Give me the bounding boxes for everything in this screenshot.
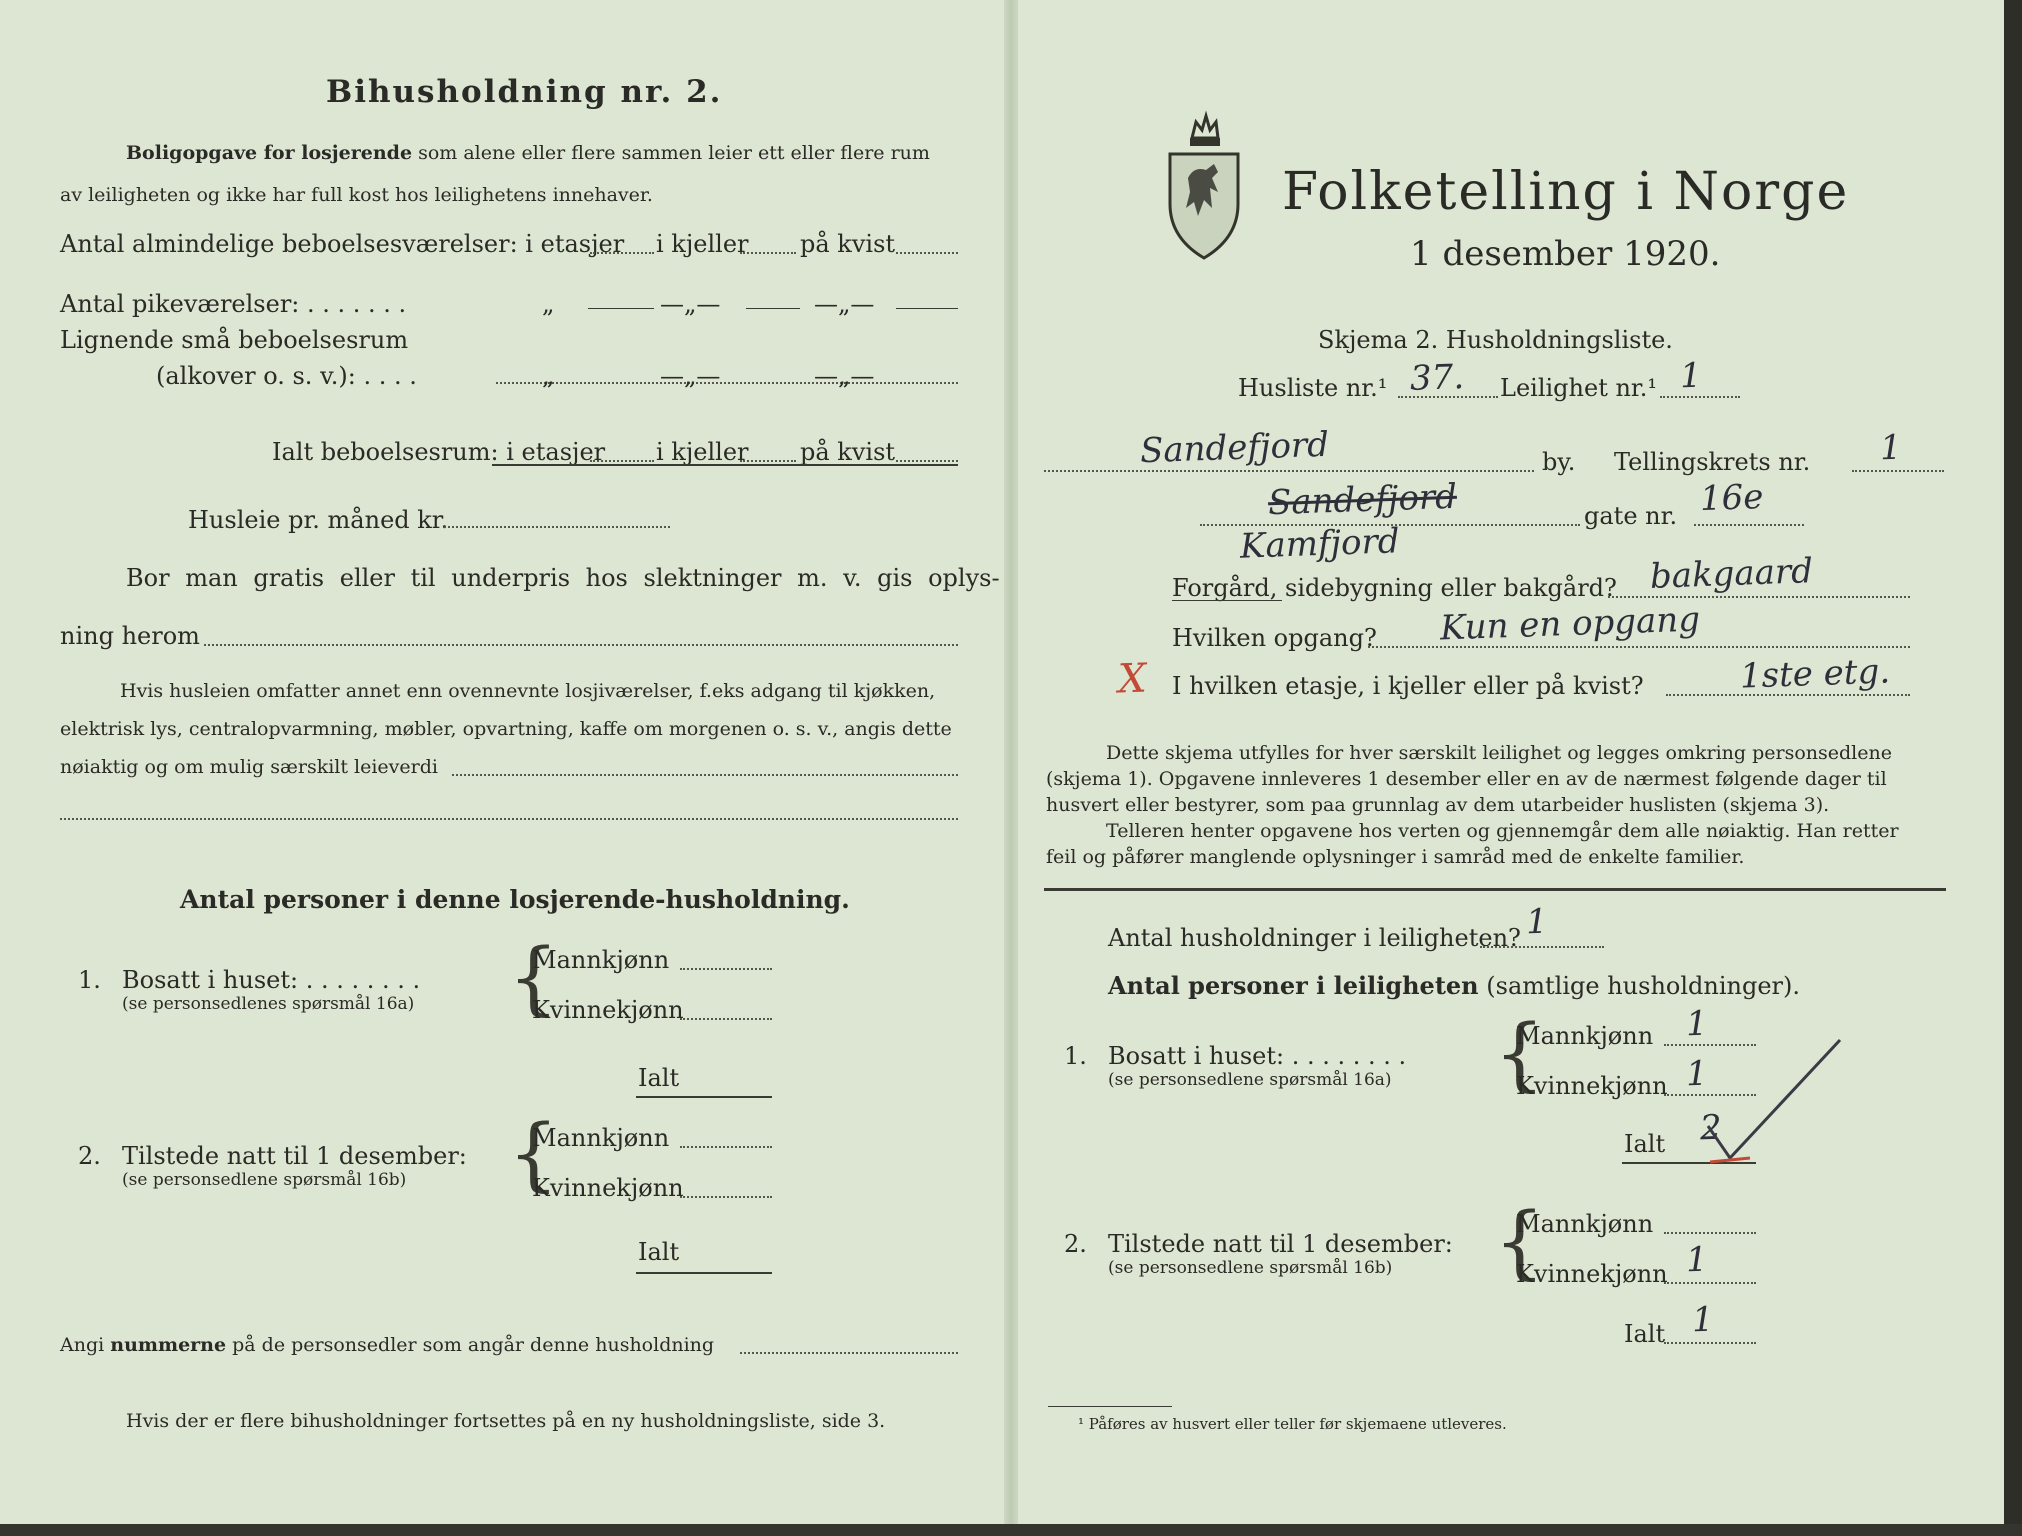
pike-ditto-3: —„— <box>814 290 875 318</box>
krets-field <box>1852 470 1944 472</box>
right-q2-kvinne-label: Kvinnekjønn <box>1516 1260 1668 1288</box>
gate-value: Kamfjord <box>1239 521 1401 567</box>
lignende-ditto-1: „ <box>542 362 555 390</box>
ialt-kjeller-label: i kjeller <box>656 438 749 466</box>
check-mark-icon <box>1700 1030 1850 1170</box>
antal-pers-bold: Antal personer i leiligheten <box>1108 971 1479 1000</box>
opgang-label: Hvilken opgang? <box>1172 624 1377 652</box>
husleie-field <box>444 526 670 528</box>
rooms-label: Antal almindelige beboelsesværelser: i etasjer <box>60 230 625 258</box>
left-q2-mann-label: Mannkjønn <box>532 1124 670 1152</box>
hvis-field-2 <box>60 818 958 820</box>
angi-field <box>740 1352 958 1354</box>
antal-pers-rest: (samtlige husholdninger). <box>1486 972 1801 1000</box>
pike-ditto-2: —„— <box>660 290 721 318</box>
husliste-value: 37. <box>1409 357 1465 399</box>
left-q2-num: 2. <box>78 1142 101 1170</box>
lignende-ditto-2: —„— <box>660 362 721 390</box>
right-q1-ialt-label: Ialt <box>1624 1130 1666 1158</box>
instr-line-1: Dette skjema utfylles for hver særskilt leilighet og legges omkring personsedlene <box>1106 742 1892 764</box>
left-q2-kvinne-field <box>680 1196 772 1198</box>
left-q1-brace: { <box>508 931 559 1024</box>
rooms-kjeller-field <box>740 252 796 254</box>
rooms-kvist-label: på kvist <box>800 230 896 258</box>
bor-line-1: Bor man gratis eller til underpris hos slektninger m. v. gis oplys- <box>126 564 1000 592</box>
right-q2-mann-field <box>1664 1232 1756 1234</box>
right-q2-sub: (se personsedlene spørsmål 16b) <box>1108 1258 1393 1278</box>
left-q1-num: 1. <box>78 966 101 994</box>
etasje-value: 1ste etg. <box>1739 651 1891 697</box>
instr-line-4: Telleren henter opgavene hos verten og gjennemgår dem alle nøiaktig. Han retter <box>1106 820 1899 842</box>
right-q2-ialt-field <box>1664 1342 1756 1344</box>
left-q2-mann-field <box>680 1146 772 1148</box>
antal-hush-field <box>1480 946 1604 948</box>
lignende-label-2: (alkover o. s. v.): . . . . <box>156 362 417 390</box>
instr-line-3: husvert eller bestyrer, som paa grunnlag av dem utarbeider huslisten (skjema 3). <box>1046 794 1830 816</box>
left-q2-ialt-label: Ialt <box>638 1238 680 1266</box>
right-q2-ialt-value: 1 <box>1691 1299 1715 1341</box>
ialt-kjeller-field <box>740 460 796 462</box>
gate-nr-value: 16e <box>1699 476 1765 520</box>
ialt-kvist-label: på kvist <box>800 438 896 466</box>
hvis-line-3: nøiaktig og om mulig særskilt leieverdi <box>60 756 438 778</box>
left-q1-kvinne-label: Kvinnekjønn <box>532 996 684 1024</box>
leilighet-label: Leilighet nr.¹ <box>1500 374 1658 402</box>
angi-bold: nummerne <box>110 1334 227 1356</box>
right-q1-label: Bosatt i huset: . . . . . . . . <box>1108 1042 1407 1070</box>
right-q2-label: Tilstede natt til 1 desember: <box>1108 1230 1453 1258</box>
left-title: Bihusholdning nr. 2. <box>326 74 723 110</box>
left-q1-label: Bosatt i huset: . . . . . . . . <box>122 966 421 994</box>
pike-field-2 <box>746 308 800 309</box>
ialt-kvist-field <box>896 460 958 462</box>
right-q1-mann-value: 1 <box>1685 1003 1709 1045</box>
norwegian-coat-of-arms-icon <box>1162 108 1246 264</box>
husliste-label: Husliste nr.¹ <box>1238 374 1388 402</box>
forgard-value: bakgaard <box>1649 551 1814 597</box>
left-q2-brace: { <box>508 1107 559 1200</box>
krets-label: Tellingskrets nr. <box>1614 448 1811 476</box>
intro-bold: Boligopgave for losjerende <box>126 142 413 164</box>
etasje-label: I hvilken etasje, i kjeller eller på kvist? <box>1172 672 1644 700</box>
rooms-kvist-field <box>896 252 958 254</box>
etasje-red-mark: X <box>1117 655 1148 703</box>
by-label: by. <box>1542 448 1576 476</box>
right-q1-ialt-value: 2 <box>1699 1107 1723 1149</box>
right-q1-kvinne-label: Kvinnekjønn <box>1516 1072 1668 1100</box>
by-value: Sandefjord <box>1139 424 1330 472</box>
forgard-underline <box>1172 600 1282 601</box>
page-fold <box>1004 0 1018 1536</box>
right-q2-brace: { <box>1494 1195 1545 1288</box>
right-q2-mann-label: Mannkjønn <box>1516 1210 1654 1238</box>
intro-rest-1: som alene eller flere sammen leier ett eller flere rum <box>418 142 930 164</box>
right-q1-mann-label: Mannkjønn <box>1516 1022 1654 1050</box>
gate-struck-value: Sandefjord <box>1267 476 1458 524</box>
gate-nr-field <box>1694 524 1804 526</box>
left-q1-mann-label: Mannkjønn <box>532 946 670 974</box>
ialt-rooms-label: Ialt beboelsesrum: i etasjer <box>272 438 606 466</box>
opgang-value: Kun en opgang <box>1439 599 1701 649</box>
angi-pre: Angi <box>60 1334 105 1356</box>
husleie-label: Husleie pr. måned kr. <box>188 506 449 534</box>
right-q1-num: 1. <box>1064 1042 1087 1070</box>
angi-line <box>60 1334 714 1356</box>
ialt-etasjer-field <box>590 460 654 462</box>
footnote-rule <box>1048 1406 1172 1407</box>
hvis-line-2: elektrisk lys, centralopvarmning, møbler, opvartning, kaffe om morgenen o. s. v., angis dette <box>60 718 952 740</box>
leilighet-field <box>1660 396 1740 398</box>
antal-hush-value: 1 <box>1525 901 1549 943</box>
lignende-label-1: Lignende små beboelsesrum <box>60 326 409 354</box>
left-q1-sub: (se personsedlenes spørsmål 16a) <box>122 994 415 1014</box>
right-q1-brace: { <box>1494 1007 1545 1100</box>
pike-field-1 <box>588 308 654 309</box>
pike-label: Antal pikeværelser: . . . . . . . <box>60 290 407 318</box>
leilighet-value: 1 <box>1679 355 1703 397</box>
scan-edge-bottom <box>0 1524 2022 1536</box>
left-q1-ialt-field <box>636 1096 772 1098</box>
pike-ditto-1: „ <box>542 290 555 318</box>
left-q2-sub: (se personsedlene spørsmål 16b) <box>122 1170 407 1190</box>
antal-pers-line <box>1108 972 1800 1000</box>
lignende-ditto-3: —„— <box>814 362 875 390</box>
right-q1-sub: (se personsedlene spørsmål 16a) <box>1108 1070 1392 1090</box>
left-q1-ialt-label: Ialt <box>638 1064 680 1092</box>
ialt-underline <box>492 464 958 466</box>
bor-line-2: ning herom <box>60 622 200 650</box>
left-antal-heading: Antal personer i denne losjerende-husholdning. <box>180 885 850 914</box>
krets-value: 1 <box>1879 427 1903 469</box>
right-q2-kvinne-value: 1 <box>1685 1239 1709 1281</box>
left-q2-label: Tilstede natt til 1 desember: <box>122 1142 467 1170</box>
by-field <box>1044 470 1534 472</box>
left-intro-line-1 <box>126 142 930 164</box>
pike-field-3 <box>896 308 958 309</box>
bor-field <box>204 644 958 646</box>
left-q1-kvinne-field <box>680 1018 772 1020</box>
right-title: Folketelling i Norge <box>1282 162 1850 222</box>
rooms-kjeller-label: i kjeller <box>656 230 749 258</box>
left-intro-line-2: av leiligheten og ikke har full kost hos leilighetens innehaver. <box>60 184 653 206</box>
right-q2-num: 2. <box>1064 1230 1087 1258</box>
right-date: 1 desember 1920. <box>1410 234 1721 274</box>
instr-line-5: feil og påfører manglende oplysninger i samråd med de enkelte familier. <box>1046 846 1745 868</box>
right-q2-kvinne-field <box>1664 1282 1756 1284</box>
gate-label: gate nr. <box>1584 502 1678 530</box>
scan-edge-right <box>2004 0 2022 1536</box>
right-q2-ialt-label: Ialt <box>1624 1320 1666 1348</box>
right-footnote: ¹ Påføres av husvert eller teller før skjemaene utleveres. <box>1078 1415 1507 1433</box>
left-q2-ialt-field <box>636 1272 772 1274</box>
antal-hush-label: Antal husholdninger i leiligheten? <box>1108 924 1521 952</box>
lignende-row-line <box>496 382 958 384</box>
right-q1-kvinne-value: 1 <box>1685 1053 1709 1095</box>
instr-divider <box>1044 888 1946 891</box>
left-footer: Hvis der er flere bihusholdninger fortsettes på en ny husholdningsliste, side 3. <box>126 1410 886 1432</box>
skjema-label: Skjema 2. Husholdningsliste. <box>1318 326 1673 354</box>
forgard-label: Forgård, sidebygning eller bakgård? <box>1172 574 1617 602</box>
angi-post: på de personsedler som angår denne husholdning <box>232 1334 715 1356</box>
rooms-etasjer-field <box>590 252 654 254</box>
instr-line-2: (skjema 1). Opgavene innleveres 1 desember eller en av de nærmest følgende dager til <box>1046 768 1887 790</box>
left-q1-mann-field <box>680 968 772 970</box>
hvis-line-1: Hvis husleien omfatter annet enn ovennevnte losjiværelser, f.eks adgang til kjøkken, <box>120 680 936 702</box>
left-q2-kvinne-label: Kvinnekjønn <box>532 1174 684 1202</box>
hvis-field <box>452 774 958 776</box>
